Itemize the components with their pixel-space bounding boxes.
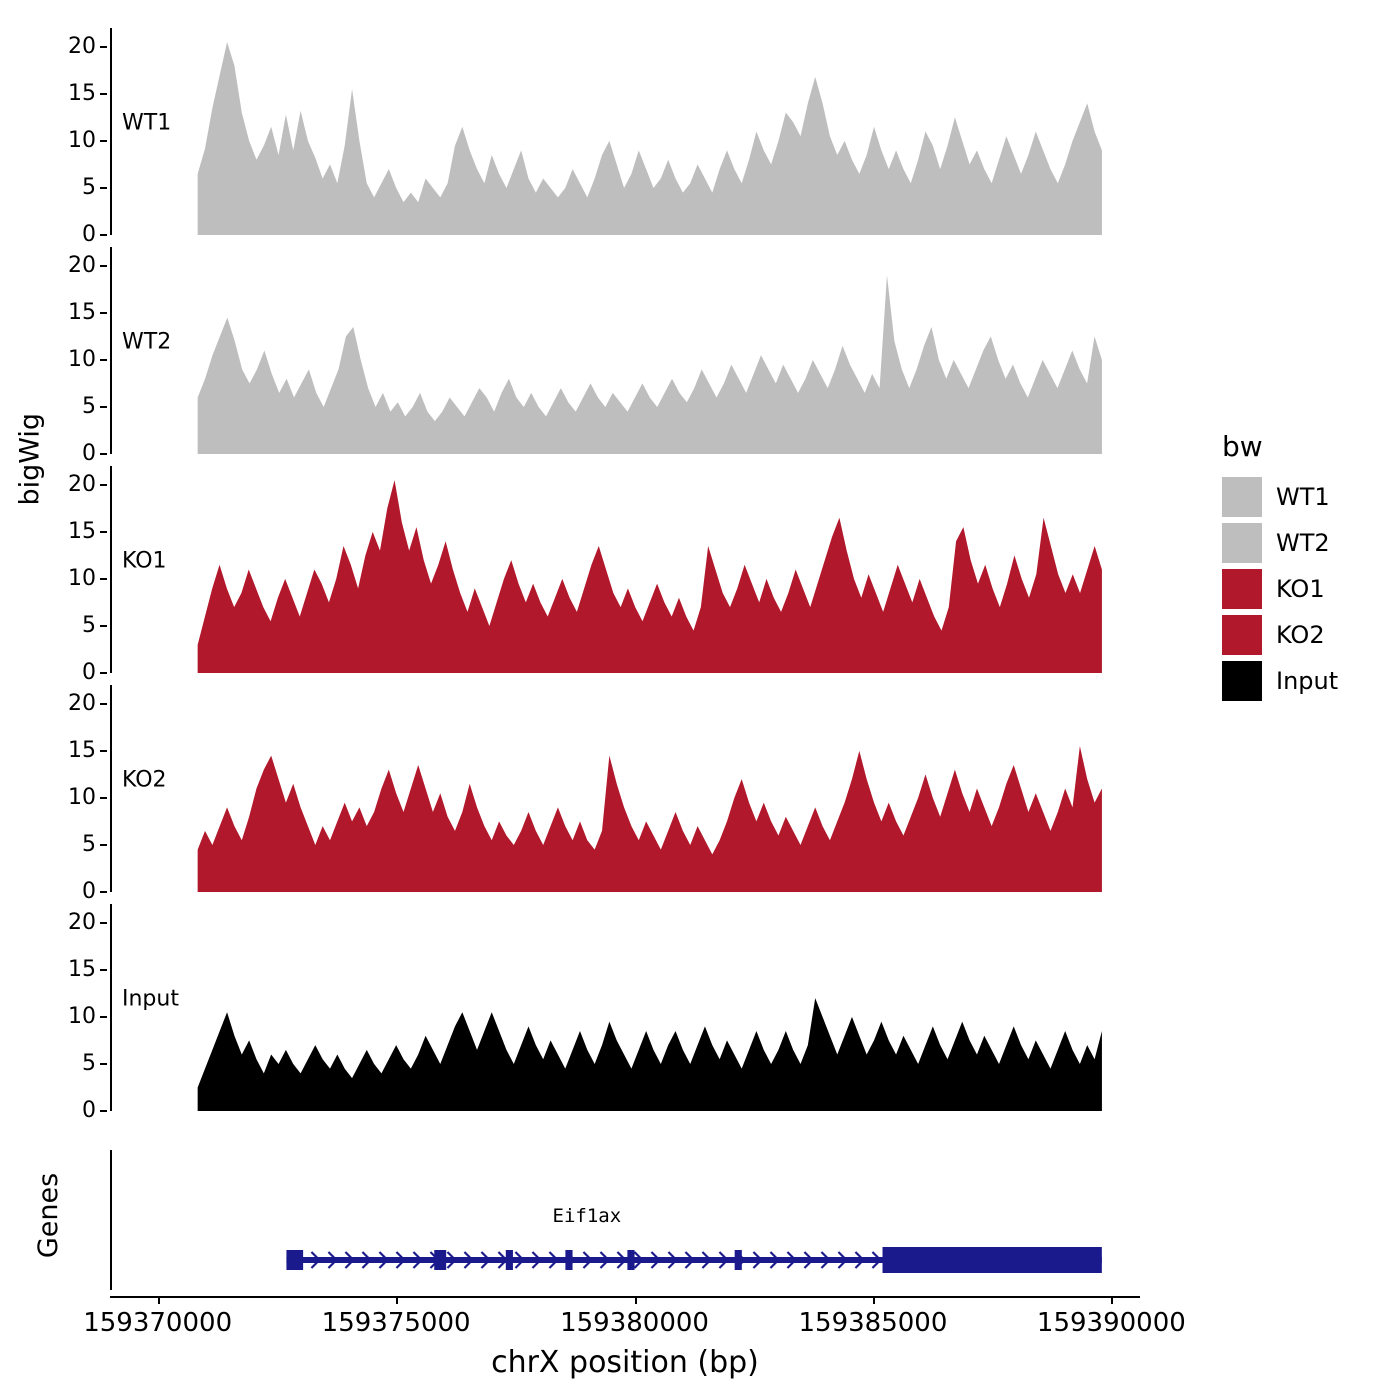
x-tick-mark — [158, 1296, 160, 1304]
track-wt1 — [68, 28, 1140, 247]
y-tick-label: 5 — [82, 831, 96, 857]
area-input — [198, 998, 1102, 1111]
y-tick-group — [38, 466, 104, 685]
x-tick-mark — [396, 1296, 398, 1304]
track-label-wt2: WT2 — [122, 329, 172, 355]
y-tick-label: 20 — [68, 909, 96, 935]
y-axis-title: bigWig — [14, 412, 46, 506]
area-ko2 — [198, 746, 1102, 892]
gene-name-label: Eif1ax — [552, 1205, 622, 1227]
plot-area — [112, 247, 1140, 454]
legend-label: Input — [1276, 667, 1339, 695]
y-tick-label: 5 — [82, 612, 96, 638]
genes-panel — [110, 1150, 1140, 1290]
area-wt1 — [198, 42, 1102, 235]
y-tick-mark — [100, 703, 107, 705]
y-tick-mark — [100, 140, 107, 142]
gene-exon — [627, 1250, 634, 1270]
y-tick-label: 10 — [68, 784, 96, 810]
track-label-ko1: KO1 — [122, 548, 167, 574]
y-tick-label: 15 — [68, 956, 96, 982]
y-tick-label: 5 — [82, 393, 96, 419]
legend-swatch — [1222, 615, 1262, 655]
y-tick-label: 10 — [68, 565, 96, 591]
y-tick-mark — [100, 750, 107, 752]
y-tick-label: 0 — [82, 441, 96, 466]
y-tick-label: 15 — [68, 737, 96, 763]
y-tick-mark — [100, 46, 107, 48]
legend-swatch — [1222, 523, 1262, 563]
genes-axis-line — [110, 1150, 112, 1290]
x-tick-mark — [635, 1296, 637, 1304]
area-ko1 — [198, 480, 1102, 673]
x-tick-label: 159370000 — [83, 1308, 233, 1338]
y-tick-group — [38, 904, 104, 1123]
y-tick-mark — [100, 672, 107, 674]
legend-item-ko1[interactable] — [1222, 569, 1338, 609]
legend-label: WT1 — [1276, 483, 1330, 511]
plot-area — [112, 28, 1140, 235]
gene-exon — [883, 1247, 1102, 1273]
x-tick-label: 159385000 — [798, 1308, 948, 1338]
gene-exon — [565, 1250, 572, 1270]
y-tick-label: 0 — [82, 1098, 96, 1123]
y-tick-mark — [100, 453, 107, 455]
legend-item-ko2[interactable] — [1222, 615, 1338, 655]
legend-label: WT2 — [1276, 529, 1330, 557]
legend-item-wt2[interactable] — [1222, 523, 1338, 563]
y-tick-group — [38, 685, 104, 904]
y-tick-label: 0 — [82, 879, 96, 904]
x-axis-line — [110, 1296, 1140, 1298]
y-tick-label: 20 — [68, 690, 96, 716]
legend-swatch — [1222, 569, 1262, 609]
y-tick-mark — [100, 891, 107, 893]
y-tick-mark — [100, 93, 107, 95]
y-tick-label: 15 — [68, 80, 96, 106]
legend-title: bw — [1222, 430, 1263, 463]
gene-model — [110, 1150, 1140, 1290]
y-tick-label: 10 — [68, 127, 96, 153]
x-axis-title: chrX position (bp) — [491, 1345, 759, 1380]
y-tick-mark — [100, 625, 107, 627]
y-tick-mark — [100, 578, 107, 580]
x-tick-mark — [873, 1296, 875, 1304]
y-tick-mark — [100, 531, 107, 533]
y-tick-mark — [100, 1110, 107, 1112]
y-tick-mark — [100, 969, 107, 971]
y-tick-label: 10 — [68, 346, 96, 372]
y-tick-mark — [100, 1063, 107, 1065]
y-tick-label: 0 — [82, 660, 96, 685]
y-tick-group — [38, 247, 104, 466]
track-label-ko2: KO2 — [122, 767, 167, 793]
legend-item-input[interactable] — [1222, 661, 1338, 701]
y-tick-mark — [100, 1016, 107, 1018]
y-tick-mark — [100, 844, 107, 846]
x-tick-mark — [1111, 1296, 1113, 1304]
y-tick-label: 20 — [68, 252, 96, 278]
track-label-wt1: WT1 — [122, 110, 172, 136]
y-tick-mark — [100, 312, 107, 314]
legend-label: KO1 — [1276, 575, 1325, 603]
y-tick-label: 15 — [68, 299, 96, 325]
y-tick-label: 20 — [68, 33, 96, 59]
y-tick-mark — [100, 234, 107, 236]
legend-swatch — [1222, 477, 1262, 517]
y-tick-label: 5 — [82, 174, 96, 200]
gene-exon — [506, 1250, 513, 1270]
gene-exon — [735, 1250, 742, 1270]
y-tick-mark — [100, 359, 107, 361]
legend-swatch — [1222, 661, 1262, 701]
legend-items — [1222, 477, 1338, 701]
plot-area — [112, 466, 1140, 673]
gene-exon — [286, 1250, 303, 1270]
y-tick-label: 15 — [68, 518, 96, 544]
gene-exon — [434, 1250, 446, 1270]
x-tick-label: 159380000 — [560, 1308, 709, 1338]
track-ko1 — [68, 466, 1140, 685]
track-input — [68, 904, 1140, 1123]
y-tick-label: 20 — [68, 471, 96, 497]
y-tick-mark — [100, 484, 107, 486]
y-tick-mark — [100, 797, 107, 799]
legend — [1222, 430, 1338, 707]
y-tick-mark — [100, 406, 107, 408]
plot-area — [112, 904, 1140, 1111]
track-wt2 — [68, 247, 1140, 466]
y-tick-label: 0 — [82, 222, 96, 247]
y-tick-group — [38, 28, 104, 247]
y-tick-mark — [100, 265, 107, 267]
x-tick-label: 159390000 — [1036, 1308, 1186, 1338]
y-tick-mark — [100, 922, 107, 924]
track-label-input: Input — [122, 986, 179, 1012]
x-tick-label: 159375000 — [321, 1308, 471, 1338]
plot-area — [112, 685, 1140, 892]
y-tick-label: 10 — [68, 1003, 96, 1029]
legend-label: KO2 — [1276, 621, 1325, 649]
y-tick-label: 5 — [82, 1050, 96, 1076]
genes-axis-title: Genes — [33, 1172, 65, 1259]
area-wt2 — [198, 275, 1102, 454]
legend-item-wt1[interactable] — [1222, 477, 1338, 517]
track-ko2 — [68, 685, 1140, 904]
y-tick-mark — [100, 187, 107, 189]
